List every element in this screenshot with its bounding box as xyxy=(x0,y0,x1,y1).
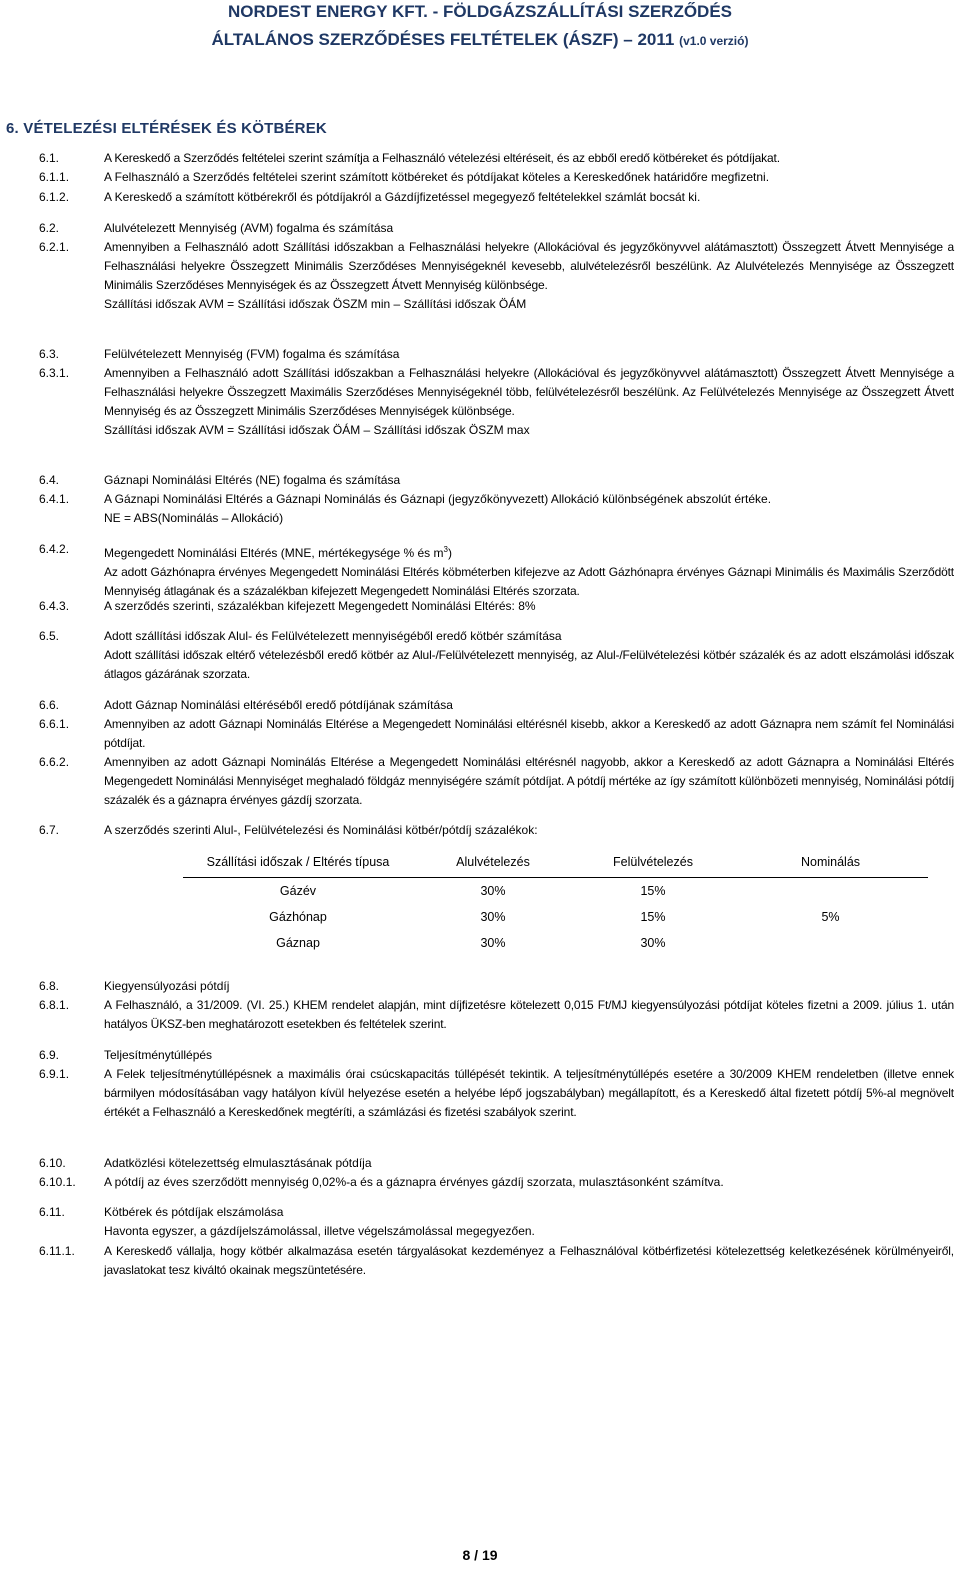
item-text: Teljesítménytúllépés xyxy=(104,1048,213,1062)
item-title-text: Megengedett Nominálási Eltérés (MNE, mértékegysége % és m xyxy=(104,546,444,560)
item-text: Amennyiben az adott Gáznapi Nominálás Eltérése a Megengedett Nominálási eltérésnél nagyobb, akkor a Kereskedő az adott Gáznapra a Nominálási Eltérés Megengedett Nominálási Mennyiséget meghaladó földgáz mennyiségére számít pótdíjat. A pótdíj mértéke az így számított különbözeti mennyiség, Nominálási pótdíj százalék és a gáznapra érvényes gázdíj szorzata. xyxy=(104,755,954,807)
item-6-4 xyxy=(39,471,954,490)
item-text: A szerződés szerinti, százalékban kifejezett Megengedett Nominálási Eltérés: 8% xyxy=(104,599,536,613)
item-number: 6.1. xyxy=(39,151,60,165)
item-number: 6.5. xyxy=(39,629,60,643)
table-cell: Gáznap xyxy=(276,936,320,950)
item-6-6-2 xyxy=(39,753,954,810)
item-number: 6.4.3. xyxy=(39,599,70,613)
item-6-2-1 xyxy=(39,238,954,314)
header-main: ÁLTALÁNOS SZERZŐDÉSES FELTÉTELEK (ÁSZF) – 2011 xyxy=(211,30,675,49)
item-6-3 xyxy=(39,345,954,364)
section-title: 6. VÉTELEZÉSI ELTÉRÉSEK ÉS KÖTBÉREK xyxy=(6,120,327,137)
table-header-cell: Szállítási időszak / Eltérés típusa xyxy=(183,847,413,878)
page-number: 8 / 19 xyxy=(462,1547,498,1563)
table-cell: Gázév xyxy=(279,884,317,898)
item-6-1 xyxy=(39,149,954,168)
item-text: A Kereskedő vállalja, hogy kötbér alkalmazása esetén tárgyalásokat kezdeményez a Felhasználóval kötbérfizetési kötelezettség keletkezésének körülményeiről, javaslatokat tesz kiváltó okainak megszüntetésére. xyxy=(104,1244,954,1277)
item-6-9 xyxy=(39,1046,954,1065)
item-text: Amennyiben a Felhasználó adott Szállítási időszakban a Felhasználási helyekre (Allokációval és jegyzőkönyvvel alátámasztott) Összegzett Átvett Mennyisége a Felhasználási helyekre Összegzett Minimális Szerződéses Mennyiségeknél kevesebb, alulvételezésről beszélünk. Az Alulvételezés Mennyisége az Összegzett Minimális Szerződéses Mennyiségek és az Összegzett Átvett Mennyiség különbsége. xyxy=(104,240,954,292)
item-formula: Szállítási időszak AVM = Szállítási időszak ÖSZM min – Szállítási időszak ÖÁM xyxy=(104,297,527,311)
item-number: 6.3. xyxy=(39,347,60,361)
item-text: Amennyiben az adott Gáznapi Nominálás Eltérése a Megengedett Nominálási eltérésnél kisebb, akkor a Kereskedő az adott Gáznapra nem számít fel Nominálási pótdíjat. xyxy=(104,717,954,750)
item-6-8 xyxy=(39,977,954,996)
superscript: 3 xyxy=(443,545,448,554)
table-cell: 30% xyxy=(480,884,506,898)
item-number: 6.4.2. xyxy=(39,542,70,556)
item-6-6-1 xyxy=(39,715,954,753)
item-6-3-1 xyxy=(39,364,954,440)
item-text: Kiegyensúlyozási pótdíj xyxy=(104,979,230,993)
item-6-2 xyxy=(39,219,954,238)
item-6-6 xyxy=(39,696,954,715)
item-text: A Felek teljesítménytúllépésnek a maximális órai csúcskapacitás túllépését tekintik. A teljesítménytúllépés esetére a 30/2009 KHEM rendeletben (illetve ennek bármilyen módosításában vagy hatályon kívül helyezése esetén a helyébe lépő jogszabályban) megállapított, és a Kereskedő által fizetett pótdíj 5%-al megnövelt értékét a Felhasználó a Kereskedőnek megtéríti, a számlázási és fizetési szabályok szerint. xyxy=(104,1067,954,1119)
table-header-cell: Alulvételezés xyxy=(413,847,573,878)
item-number: 6.3.1. xyxy=(39,366,70,380)
item-number: 6.4.1. xyxy=(39,492,70,506)
header-title-line2 xyxy=(0,30,960,50)
item-number: 6.11. xyxy=(39,1205,65,1219)
table-cell: 15% xyxy=(640,884,666,898)
item-6-4-3 xyxy=(39,597,954,616)
item-6-11-1 xyxy=(39,1242,954,1280)
item-6-10 xyxy=(39,1154,954,1173)
item-number: 6.8. xyxy=(39,979,60,993)
item-text: Adott szállítási időszak eltérő vételezésből eredő kötbér az Alul-/Felülvételezett mennyiség, az Alul-/Felülvételezési kötbér százalék és az adott elszámolási időszak átlagos gázárának szorzata. xyxy=(104,648,954,681)
item-number: 6.4. xyxy=(39,473,60,487)
item-6-7 xyxy=(39,821,954,840)
item-6-8-1 xyxy=(39,996,954,1034)
table-header-row xyxy=(183,847,928,878)
table-header-cell: Nominálás xyxy=(733,847,928,878)
item-number: 6.9.1. xyxy=(39,1067,70,1081)
table-cell: 30% xyxy=(480,936,506,950)
item-number: 6.10.1. xyxy=(39,1175,76,1189)
item-number: 6.1.2. xyxy=(39,190,70,204)
table-row xyxy=(183,878,928,905)
item-6-4-2 xyxy=(39,540,954,601)
item-formula: Szállítási időszak AVM = Szállítási időszak ÖÁM – Szállítási időszak ÖSZM max xyxy=(104,423,530,437)
table-header-cell: Felülvételezés xyxy=(573,847,733,878)
item-text: Gáznapi Nominálási Eltérés (NE) fogalma és számítása xyxy=(104,473,401,487)
item-number: 6.6. xyxy=(39,698,60,712)
header-version: (v1.0 verzió) xyxy=(679,34,749,48)
item-title xyxy=(104,540,954,563)
item-6-9-1 xyxy=(39,1065,954,1122)
item-6-1-2 xyxy=(39,188,954,207)
item-text: Havonta egyszer, a gázdíjelszámolással, illetve végelszámolással megegyezően. xyxy=(104,1224,535,1238)
item-text: A Felhasználó, a 31/2009. (VI. 25.) KHEM rendelet alapján, mint díjfizetésre kötelezett 0,015 Ft/MJ kiegyensúlyozási pótdíjat köteles fizetni a 2009. július 1. után hatályos ÜKSZ-ben meghatározott esetekben és feltételek szerint. xyxy=(104,998,954,1031)
item-6-5 xyxy=(39,627,954,684)
item-number: 6.7. xyxy=(39,823,60,837)
item-text: A Felhasználó a Szerződés feltételei szerint számított kötbéreket és pótdíjakat köteles a Kereskedőnek határidőre megfizetni. xyxy=(104,170,770,184)
item-number: 6.6.2. xyxy=(39,755,70,769)
table-cell: Gázhónap xyxy=(269,910,327,924)
header-title-line1: NORDEST ENERGY KFT. - FÖLDGÁZSZÁLLÍTÁSI SZERZŐDÉS xyxy=(227,2,733,21)
item-number: 6.11.1. xyxy=(39,1244,75,1258)
item-6-4-1 xyxy=(39,490,954,528)
table-cell: 30% xyxy=(640,936,666,950)
item-number: 6.2.1. xyxy=(39,240,70,254)
item-number: 6.6.1. xyxy=(39,717,70,731)
item-number: 6.2. xyxy=(39,221,60,235)
item-text: A Gáznapi Nominálási Eltérés a Gáznapi Nominálás és Gáznapi (jegyzőkönyvezett) Allokáció különbségének abszolút értéke. xyxy=(104,492,772,506)
item-text: A szerződés szerinti Alul-, Felülvételezési és Nominálási kötbér/pótdíj százalékok: xyxy=(104,823,538,837)
item-text: Az adott Gázhónapra érvényes Megengedett Nominálási Eltérés köbméterben kifejezve az Adott Gázhónapra érvényes Gáznapi Minimális és Maximális Szerződött Mennyiség átlagának és a százalékban kifejezett Megengedett Nominálási Eltérés szorzata. xyxy=(104,565,954,598)
item-number: 6.1.1. xyxy=(39,170,70,184)
item-text: Adott Gáznap Nominálási eltéréséből eredő pótdíjának számítása xyxy=(104,698,453,712)
item-title-end: ) xyxy=(447,546,452,560)
item-number: 6.10. xyxy=(39,1156,66,1170)
item-6-11 xyxy=(39,1203,954,1241)
item-6-1-1 xyxy=(39,168,954,187)
item-title: Adott szállítási időszak Alul- és Felülvételezett mennyiségéből eredő kötbér számítása xyxy=(104,629,562,643)
item-number: 6.9. xyxy=(39,1048,60,1062)
item-text: A Kereskedő a Szerződés feltételei szerint számítja a Felhasználó vételezési eltéréseit, és az ebből eredő kötbéreket és pótdíjakat. xyxy=(104,151,780,165)
item-formula: NE = ABS(Nominálás – Allokáció) xyxy=(104,511,284,525)
item-number: 6.8.1. xyxy=(39,998,70,1012)
rates-table xyxy=(183,847,928,956)
table-cell-nomination: 5% xyxy=(821,910,840,924)
table-cell: 30% xyxy=(480,910,506,924)
item-6-10-1 xyxy=(39,1173,954,1192)
item-text: Felülvételezett Mennyiség (FVM) fogalma és számítása xyxy=(104,347,400,361)
item-text: Alulvételezett Mennyiség (AVM) fogalma és számítása xyxy=(104,221,394,235)
table-cell: 15% xyxy=(640,910,666,924)
item-text: A Kereskedő a számított kötbérekről és pótdíjakról a Gázdíjfizetéssel megegyező feltételekkel számlát bocsát ki. xyxy=(104,190,701,204)
item-text: Adatközlési kötelezettség elmulasztásának pótdíja xyxy=(104,1156,372,1170)
item-text: A pótdíj az éves szerződött mennyiség 0,02%-a és a gáznapra érvényes gázdíj szorzata, mulasztásonként számítva. xyxy=(104,1175,724,1189)
item-text: Amennyiben a Felhasználó adott Szállítási időszakban a Felhasználási helyekre (Allokációval és jegyzőkönyvvel alátámasztott) Összegzett Átvett Mennyisége a Felhasználási helyekre Összegzett Maximális Szerződéses Mennyiségeknél több, felülvételezésről beszélünk. Az Felülvételezés Mennyisége az Összegzett Átvett Mennyiség és az Összegzett Minimális Szerződéses Mennyiségek különbsége. xyxy=(104,366,954,418)
item-title: Kötbérek és pótdíjak elszámolása xyxy=(104,1205,284,1219)
